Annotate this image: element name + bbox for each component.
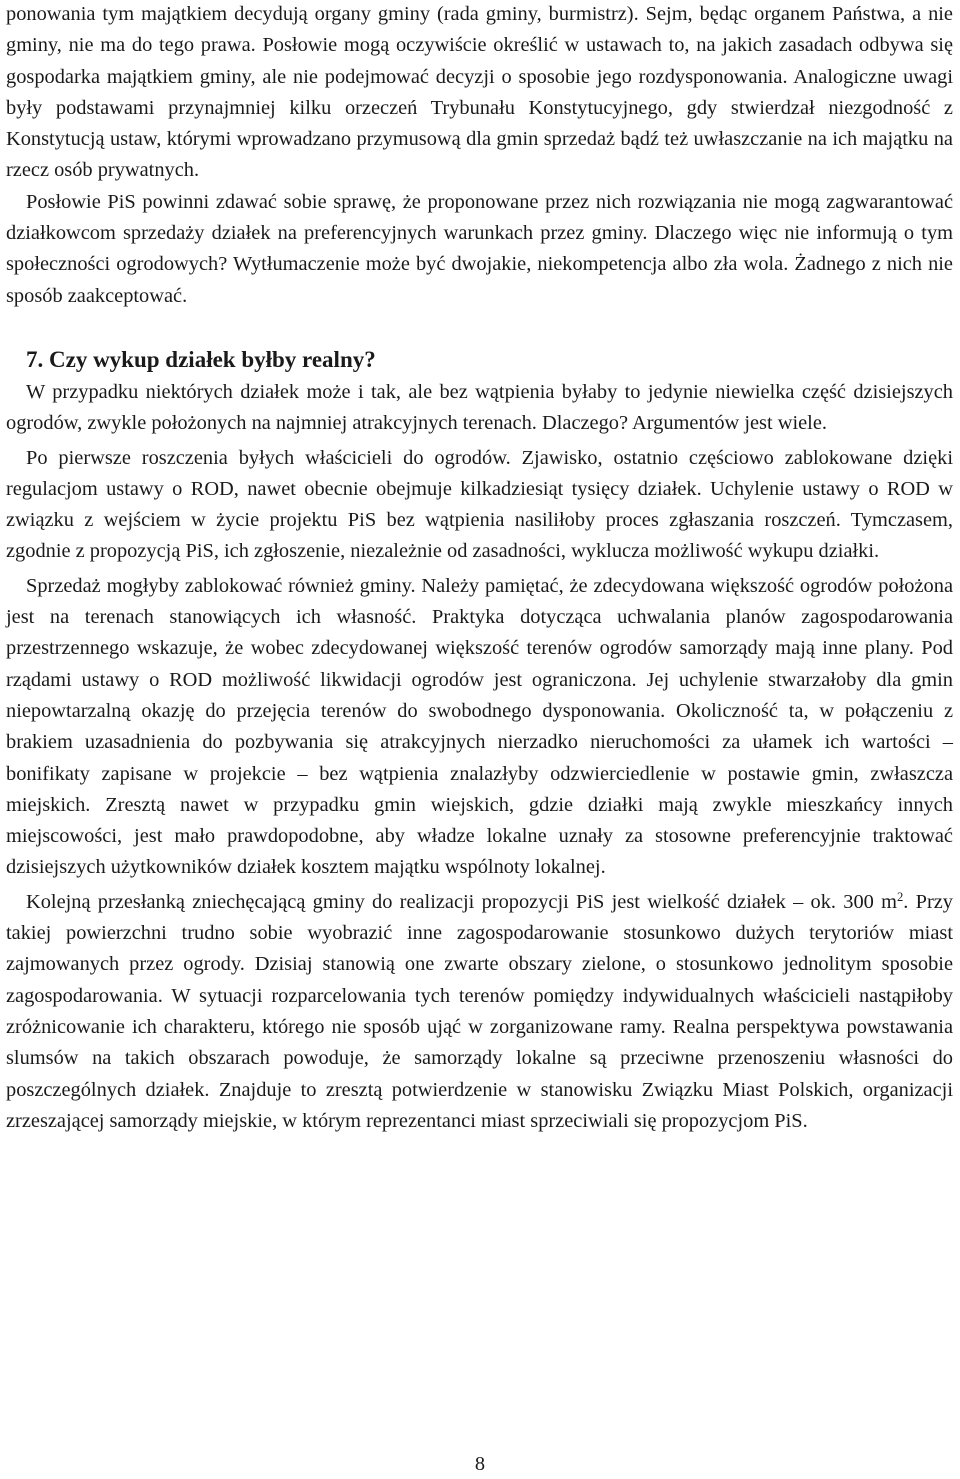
- paragraph: Posłowie PiS powinni zdawać sobie sprawę, że proponowane przez nich rozwiązania nie mogą zagwarantować działkowcom sprzedaży działek na preferencyjnych warunkach przez gminy. Dlaczego więc nie informują o tym społeczności ogrodowych? Wytłumaczenie może być dwojakie, niekompetencja albo zła wola. Żadnego z nich nie sposób zaakceptować.: [6, 190, 953, 307]
- body-text: [6, 0, 953, 1137]
- paragraph: [6, 887, 953, 1137]
- paragraph-text: . Przy takiej powierzchni trudno sobie wyobrazić inne zagospodarowanie stosunkowo dużych terytoriów miast zajmowanych przez ogrody. Dzisiaj stanowią one zwarte obszary zielone, o stosunkowo jednolitym sposobie zagospodarowania. W sytuacji rozparcelowania tych terenów pomiędzy indywidualnych właścicieli nastąpiłoby zróżnicowanie ich charakteru, którego nie sposób ująć w zorganizowane ramy. Realna perspektywa powstawania slumsów na takich obszarach powoduje, że samorządy lokalne są przeciwne przenoszeniu własności do poszczególnych działek. Znajduje to zresztą potwierdzenie w stanowisku Związku Miast Polskich, organizacji zrzeszającej samorządy miejskie, w którym reprezentanci miast sprzeciwiali się propozycjom PiS.: [6, 890, 953, 1132]
- section-heading: 7. Czy wykup działek byłby realny?: [26, 346, 376, 372]
- paragraph: Po pierwsze roszczenia byłych właścicieli do ogrodów. Zjawisko, ostatnio częściowo zablokowane dzięki regulacjom ustawy o ROD, nawet obecnie obejmuje kilkadziesiąt tysięcy działek. Uchylenie ustawy o ROD w związku z wejściem w życie projektu PiS bez wątpienia nasiliłoby proces zgłaszania roszczeń. Tymczasem, zgodnie z propozycją PiS, ich zgłoszenie, niezależnie od zasadności, wyklucza możliwość wykupu działki.: [6, 446, 953, 563]
- superscript-exponent: 2: [896, 889, 904, 904]
- paragraph-text: Kolejną przesłanką zniechęcającą gminy do realizacji propozycji PiS jest wielkość działek – ok. 300 m: [26, 890, 897, 913]
- page-number: 8: [474, 1453, 486, 1475]
- paragraph: W przypadku niektórych działek może i tak, ale bez wątpienia byłaby to jedynie niewielka część dzisiejszych ogrodów, zwykle położonych na najmniej atrakcyjnych terenach. Dlaczego? Argumentów jest wiele.: [6, 380, 953, 435]
- paragraph: Sprzedaż mogłyby zablokować również gminy. Należy pamiętać, że zdecydowana większość ogrodów położona jest na terenach stanowiących ich własność. Praktyka dotycząca uchwalania planów zagospodarowania przestrzennego wskazuje, że wobec zdecydowanej większość terenów ogrodów samorządy mają inne plany. Pod rządami ustawy o ROD możliwość likwidacji ogrodów jest ograniczona. Jej uchylenie stwarzałoby dla gmin niepowtarzalną okazję do przejęcia terenów do swobodnego dysponowania. Okoliczność ta, w połączeniu z brakiem uzasadnienia do pozbywania się atrakcyjnych nierzadko nieruchomości za ułamek ich wartości – bonifikaty zapisane w projekcie – bez wątpienia znalazłyby odzwierciedlenie w postawie gmin, zwłaszcza miejskich. Zresztą nawet w przypadku gmin wiejskich, gdzie działki mają zwykle mieszkańcy innych miejscowości, jest mało prawdopodobne, aby władze lokalne uznały za stosowne preferencyjnie traktować dzisiejszych użytkowników działek kosztem majątku wspólnoty lokalnej.: [6, 574, 953, 879]
- paragraph-continued: ponowania tym majątkiem decydują organy gminy (rada gminy, burmistrz). Sejm, będąc organem Państwa, a nie gminy, nie ma do tego prawa. Posłowie mogą oczywiście określić w ustawach to, na jakich zasadach odbywa się gospodarka majątkiem gminy, ale nie podejmować decyzji o sposobie jego rozdysponowania. Analogiczne uwagi były podstawami przynajmniej kilku orzeczeń Trybunału Konstytucyjnego, gdy stwierdzał niezgodność z Konstytucją ustaw, którymi wprowadzano przymusową dla gmin sprzedaż bądź też uwłaszczanie na ich majątku na rzecz osób prywatnych.: [6, 3, 953, 182]
